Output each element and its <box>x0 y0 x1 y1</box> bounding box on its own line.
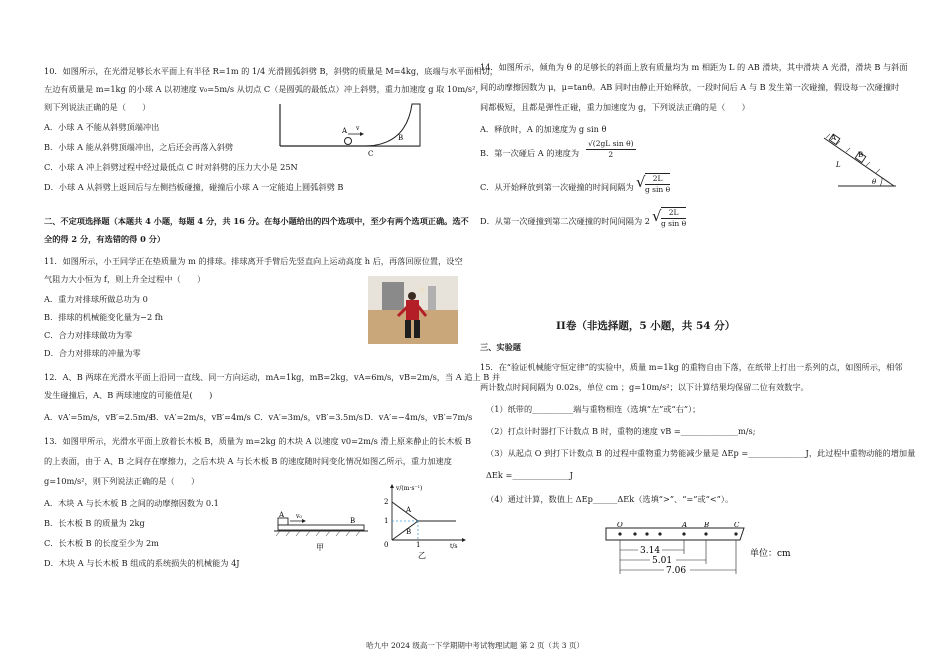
tape-unit-label: 单位：cm <box>750 549 791 559</box>
q14-b-denominator: 2 <box>608 150 614 159</box>
q13-yi-ylabel: v/(m·s⁻¹) <box>396 485 423 492</box>
tape-label-b: B <box>704 522 710 529</box>
q13-option-b: B．长木板 B 的质量为 2kg <box>44 518 145 528</box>
q13-yi-xlabel: t/s <box>450 543 458 550</box>
q14-label-theta: θ <box>872 178 877 186</box>
section-ii-title: II卷（非选择题，5 小题，共 54 分） <box>556 320 736 332</box>
q13-yi-caption: 乙 <box>418 551 426 560</box>
q13-yi-tick-y1: 1 <box>384 517 389 525</box>
q10-label-c: C <box>368 150 374 158</box>
q15-part-2: （2）打点计时器打下计数点 B 时，重物的速度 vB =______________m/s; <box>486 426 756 436</box>
q10-stem-line-3: 则下列说法正确的是（ ） <box>44 102 151 112</box>
q14-b-numerator: √(2gL sin θ) <box>588 139 634 148</box>
q10-label-b: B <box>398 134 404 142</box>
q14-d-numerator: 2L <box>661 208 686 219</box>
q11-option-c: C．合力对排球做功为零 <box>44 330 133 340</box>
section-3-title: 三、实验题 <box>480 342 521 352</box>
q15-paper-tape-figure <box>602 522 802 578</box>
q13-jia-caption: 甲 <box>316 543 324 552</box>
q14-option-c-prefix: C．从开始释放到第一次碰撞的时间间隔为 <box>480 182 634 192</box>
q10-label-a: A <box>342 127 348 135</box>
q10-option-c: C．小球 A 冲上斜劈过程中经过最低点 C 时对斜劈的压力大小是 25N <box>44 162 298 172</box>
q14-incline-figure <box>818 132 900 192</box>
q14-c-radical: √ <box>636 173 646 191</box>
q14-option-b-prefix: B．第一次碰后 A 的速度为 <box>480 148 580 158</box>
q15-stem-line-1: 15．在“验证机械能守恒定律”的实验中，质量 m=1kg 的重物自由下落，在纸带上打出一系列的点，如图所示，相邻 <box>480 362 903 372</box>
q12-option-a: A．vA′=5m/s，vB′=2.5m/s <box>44 412 153 422</box>
q14-d-denominator: g sin θ <box>661 219 687 228</box>
q10-option-d: D．小球 A 从斜劈上返回后与左侧挡板碰撞，碰撞后小球 A 一定能追上圆弧斜劈 B <box>44 182 344 192</box>
q11-volleyball-photo <box>368 276 458 344</box>
q10-stem-line-2: 左边有质量是 m=1kg 的小球 A 以初速度 v₀=5m/s 从切点 C（是圆弧的最低点）冲上斜劈，重力加速度 g 取 10m/s²， <box>44 84 484 94</box>
section-2-line-2: 全的得 2 分，有选错的得 0 分） <box>44 234 166 244</box>
volleyball-photo-illustration <box>368 276 458 344</box>
q14-label-a: A <box>831 134 837 142</box>
q14-stem-line-1: 14．如图所示，倾角为 θ 的足够长的斜面上放有质量均为 m 相距为 L 的 AB 滑块，其中滑块 A 光滑，滑块 B 与斜面 <box>480 62 908 72</box>
q14-d-radical: √ <box>652 207 662 225</box>
q15-stem-line-2: 两计数点时间间隔为 0.02s，单位 cm ；g=10m/s²；以下计算结果均保留二位有效数字。 <box>480 382 809 392</box>
q14-c-fraction <box>645 173 670 195</box>
q11-stem-line-2: 气阻力大小恒为 f，则上升全过程中（ ） <box>44 274 206 284</box>
q13-stem-line-3: g=10m/s²，则下列说法正确的是（ ） <box>44 476 200 486</box>
q14-label-l: L <box>836 161 841 169</box>
tape-distance-ob: 5.01 <box>652 556 673 566</box>
q14-d-fraction <box>661 207 686 229</box>
q10-wedge-figure <box>274 100 424 160</box>
q11-option-b: B．排球的机械能变化量为−2 fh <box>44 312 164 322</box>
q13-jia-label-a: A <box>279 511 285 519</box>
q14-option-d-sqrt <box>652 207 686 229</box>
q13-jia-label-v0: v₀ <box>296 513 302 520</box>
q14-stem-line-3: 间都极短，且都是弹性正碰，重力加速度为 g，下列说法正确的是（ ） <box>480 102 750 112</box>
q13-jia-label-b: B <box>350 517 356 525</box>
q13-yi-label-a: A <box>406 506 412 514</box>
q10-option-b: B．小球 A 能从斜劈顶端冲出，之后还会再落入斜劈 <box>44 142 234 152</box>
q13-figure-jia <box>272 508 372 554</box>
tape-label-c: C <box>734 522 740 529</box>
q13-stem-line-1: 13．如图甲所示，光滑水平面上放着长木板 B，质量为 m=2kg 的木块 A 以速度 v0=2m/s 滑上原来静止的长木板 B <box>44 436 471 446</box>
q15-part-3: （3）从起点 O 到打下计数点 B 的过程中重物重力势能减少量是 ΔEp =______________J，此过程中重物动能的增加量 <box>486 448 916 458</box>
q10-option-a: A．小球 A 不能从斜劈顶端冲出 <box>44 122 160 132</box>
q15-part-3-continued: ΔEk =______________J <box>486 470 573 480</box>
q15-part-1: （1）纸带的__________端与重物相连（选填“左”或“右”）； <box>486 404 701 414</box>
q12-stem-line-2: 发生碰撞后，A、B 两球速度的可能值是( ) <box>44 390 213 400</box>
q13-stem-line-2: 的上表面，由于 A、B 之间存在摩擦力，之后木块 A 与长木板 B 的速度随时间变化情况如图乙所示，重力加速度 <box>44 456 452 466</box>
tape-label-a: A <box>682 522 688 529</box>
q14-label-b: B <box>858 151 864 159</box>
q13-yi-label-b: B <box>406 528 412 536</box>
q11-option-d: D．合力对排球的冲量为零 <box>44 348 141 358</box>
tape-distance-oc: 7.06 <box>666 566 687 576</box>
q13-option-d: D．木块 A 与长木板 B 组成的系统损失的机械能为 4J <box>44 558 240 568</box>
q14-option-d-prefix: D．从第一次碰撞到第二次碰撞的时间间隔为 2 <box>480 216 650 226</box>
section-2-line-1: 二、不定项选择题（本题共 4 小题，每题 4 分，共 16 分。在每小题给出的四个选项中，至少有两个选项正确。选不 <box>44 216 469 226</box>
q13-yi-tick-x1: 1 <box>416 541 421 549</box>
q12-option-d: D．vA′=−4m/s，vB′=7m/s <box>364 412 473 422</box>
q11-option-a: A．重力对排球所做总功为 0 <box>44 294 148 304</box>
q10-stem-line-1: 10．如图所示，在光滑足够长水平面上有半径 R=1m 的 1/4 光滑圆弧斜劈 B，斜劈的质量是 M=4kg，底端与水平面相切， <box>44 66 498 76</box>
q14-option-a: A．释放时，A 的加速度为 g sin θ <box>480 124 607 134</box>
q14-c-numerator: 2L <box>645 174 670 185</box>
q14-option-c-sqrt <box>636 173 670 195</box>
tape-distance-oa: 3.14 <box>640 546 661 556</box>
q13-yi-tick-y2: 2 <box>384 498 389 506</box>
tape-label-o: O <box>617 522 623 529</box>
q14-option-b-fraction <box>586 139 636 160</box>
q13-option-c: C．长木板 B 的长度至少为 2m <box>44 538 159 548</box>
q11-stem-line-1: 11．如图所示，小王同学正在垫质量为 m 的排球。排球离开手臂后先竖直向上运动高度 h 后，再落回原位置，设空 <box>44 256 463 266</box>
q12-option-c: C．vA′=3m/s，vB′=3.5m/s <box>254 412 363 422</box>
q13-figure-yi-vt-graph <box>380 482 470 562</box>
q14-c-denominator: g sin θ <box>645 185 671 194</box>
q12-stem-line-1: 12．A、B 两球在光滑水平面上沿同一直线、同一方向运动，mA=1kg，mB=2kg，vA=6m/s，vB=2m/s，当 A 追上 B 并 <box>44 372 501 382</box>
q15-part-4: （4）通过计算，数值上 ΔEp______ΔEk（选填“>”、“=”或“<”）。 <box>486 494 734 504</box>
q10-label-v: v <box>356 125 360 132</box>
q14-stem-line-2: 间的动摩擦因数为 μ，μ=tanθ。AB 同时由静止开始释放，一段时间后 A 与 B 发生第一次碰撞，假设每一次碰撞时 <box>480 82 900 92</box>
page-footer: 哈九中 2024 级高一下学期期中考试物理试题 第 2 页（共 3 页） <box>366 641 584 650</box>
q13-yi-origin: 0 <box>384 541 389 549</box>
q13-option-a: A．木块 A 与长木板 B 之间的动摩擦因数为 0.1 <box>44 498 219 508</box>
q12-option-b: B．vA′=2m/s，vB′=4m/s <box>150 412 251 422</box>
